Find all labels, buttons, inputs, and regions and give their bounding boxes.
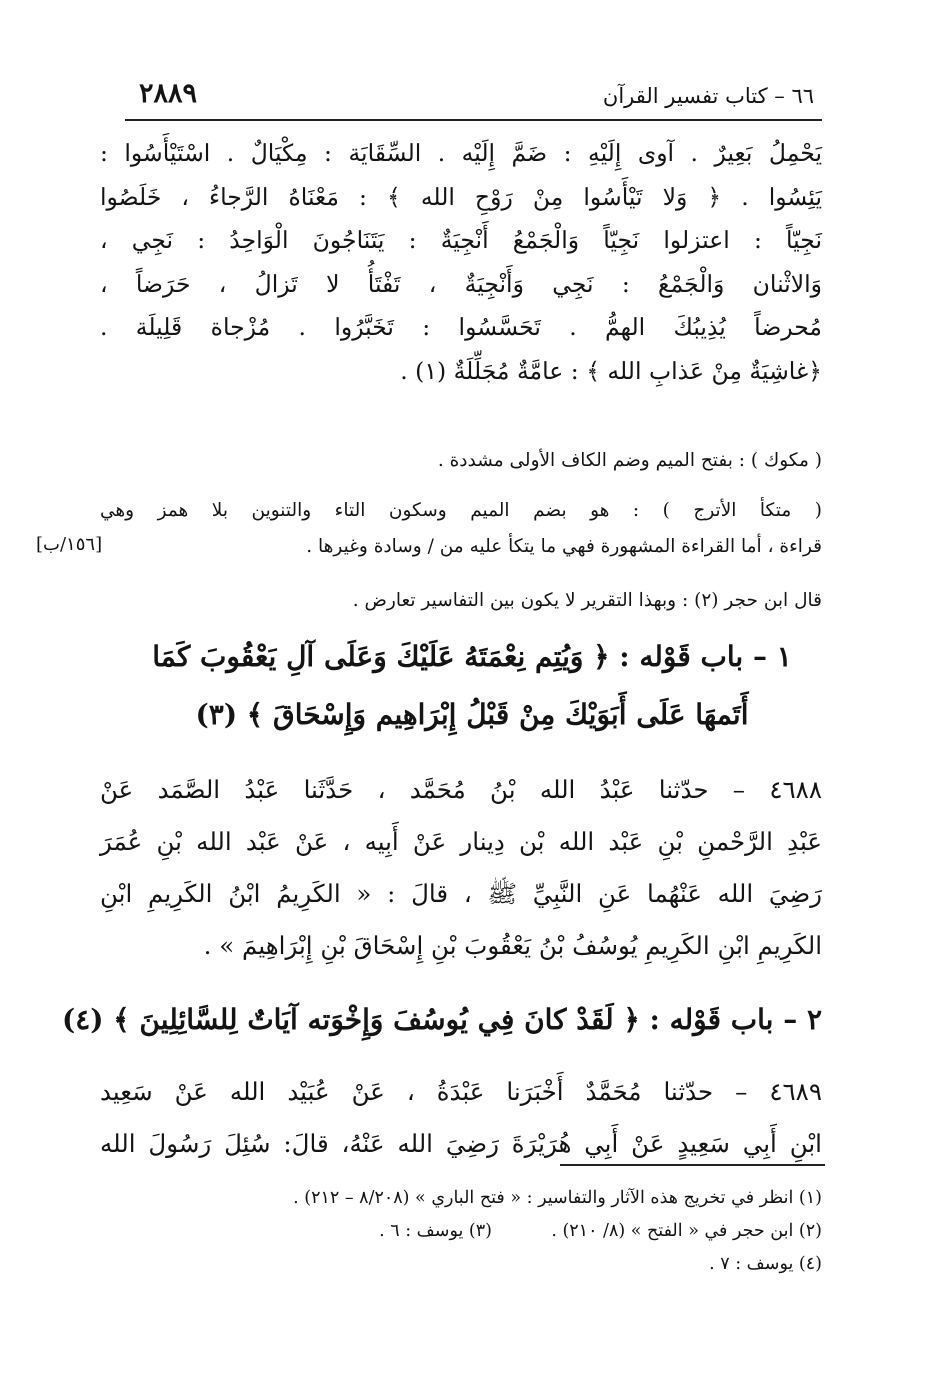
text-line: يَئِسُوا . ﴿ وَلا تَيْأَسُوا مِنْ رَوْحِ الله ﴾ : مَعْنَاهُ الرَّجاءُ ، خَلَصُوا [100, 182, 822, 211]
hadith-line: ٤٦٨٨ – حدّثنا عَبْدُ الله بْنُ مُحَمَّد ، حَدَّثَنا عَبْدُ الصَّمَد عَنْ [100, 775, 822, 804]
header-rule [125, 119, 822, 121]
footnote-text: (١) انظر في تخريج هذه الآثار والتفاسير : « فتح الباري » (٨/٢٠٨ – ٢١٢) . [293, 1188, 822, 1208]
footnote-rule [560, 1164, 825, 1166]
note-ibn-hajar: قال ابن حجر (٢) : وبهذا التقرير لا يكون بين التفاسير تعارض . [352, 590, 822, 611]
hadith-4688 [100, 764, 822, 972]
footnote-text: (٢) ابن حجر في « الفتح » (٨/ ٢١٠) . [551, 1221, 822, 1241]
folio-reference: [١٥٦/ب] [36, 534, 103, 555]
text-line: وَالاثْنان وَالْجَمْعُ : نَجِي وَأَنْجِيَةٌ ، تَفْتَأُ لا تَزالُ ، حَرَضاً ، [100, 269, 822, 298]
commentary-text [100, 132, 822, 393]
note-makuk: ( مكوك ) : بفتح الميم وضم الكاف الأولى مشددة . [437, 450, 822, 471]
note-mutka-line1: ( متكأ الأترج ) : هو بضم الميم وسكون التاء والتنوين بلا همز وهي [100, 500, 822, 521]
footnotes [100, 1182, 822, 1281]
text-line: مُحرضاً يُذِيبُكَ الهمُّ . تَحَسَّسُوا : تَخَبَّرُوا . مُزْجاة قَلِيلَة . [100, 313, 822, 341]
running-header [125, 78, 814, 114]
page-number: ٢٨٨٩ [139, 78, 198, 109]
note-mutka-line2: قراءة ، أما القراءة المشهورة فهي ما يتكأ عليه من / وسادة وغيرها . [306, 536, 822, 557]
hadith-line: عَبْدِ الرَّحْمنِ بْنِ عَبْد الله بْن دِينار عَنْ أَبِيه ، عَنْ عَبْد الله بْنِ عُمَرَ [100, 827, 822, 856]
bab-1-heading-line1: ١ – باب قَوْله : ﴿ وَيُتِم نِعْمَتَهُ عَلَيْكَ وَعَلَى آلِ يَعْقُوبَ كَمَا [152, 640, 792, 673]
hadith-line: رَضِيَ الله عَنْهُما عَنِ النَّبِيِّ ﷺ ، قالَ : « الكَرِيمُ ابْنُ الكَرِيمِ ابْنِ [100, 879, 822, 908]
text-line: ﴿غاشِيَةٌ مِنْ عَذابِ الله ﴾ : عامَّةٌ مُجَلِّلَةٌ (١) . [400, 356, 822, 385]
text-line: يَحْمِلُ بَعِيرٌ . آوى إِلَيْهِ : ضَمَّ إِلَيْه . السِّقَايَة : مِكْيَالٌ . اسْتَيْأَسُوا : [100, 139, 822, 167]
footnote-text: (٣) يوسف : ٦ . [379, 1221, 492, 1241]
bab-1-heading-line2: أَتَمهَا عَلَى أَبَوَيْكَ مِنْ قَبْلُ إِبْرَاهِيم وَإِسْحَاقَ ﴾ (٣) [195, 698, 749, 731]
bab-2-heading: ٢ – باب قَوْله : ﴿ لَقَدْ كانَ فِي يُوسُفَ وَإِخْوَته آيَاتٌ لِلسَّائِلِينَ ﴾ (٤) [61, 1003, 822, 1036]
chapter-title: ٦٦ – كتاب تفسير القرآن [602, 84, 814, 108]
footnote-text: (٤) يوسف : ٧ . [709, 1254, 822, 1274]
hadith-4689 [100, 1066, 822, 1170]
footnote-1 [100, 1182, 822, 1215]
footnote-2-3 [100, 1215, 822, 1248]
hadith-line: ٤٦٨٩ – حدّثنا مُحَمَّدٌ أَخْبَرَنا عَبْدَةُ ، عَنْ عُبَيْد الله عَنْ سَعِيد [100, 1077, 822, 1106]
text-line: نَجِيّاً : اعتزلوا نَجِيّاً وَالْجَمْعُ أَنْجِيَةٌ : يَتَنَاجُونَ الْوَاحِدُ : نَجِي ، [100, 226, 822, 254]
hadith-line: ابْنِ أَبِي سَعِيدٍ عَنْ أَبِي هُرَيْرَةَ رَضِيَ الله عَنْهُ، قالَ: سُئِلَ رَسُولَ الله [100, 1129, 822, 1158]
hadith-line: الكَرِيمِ ابْنِ الكَرِيمِ يُوسُفُ بْنُ يَعْقُوبَ بْنِ إِسْحَاقَ بْنِ إِبْرَاهِيمَ » . [203, 931, 822, 960]
footnote-4 [100, 1248, 822, 1281]
